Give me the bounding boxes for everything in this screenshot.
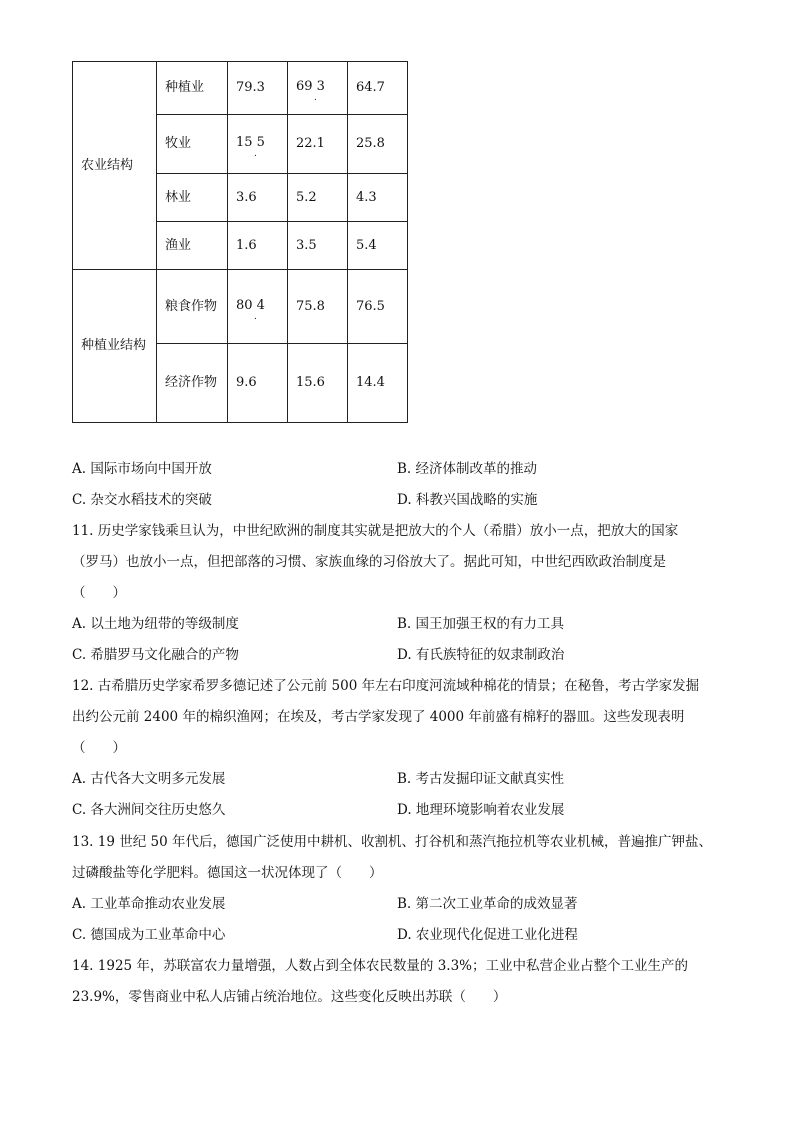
decimal-dot: . <box>314 93 317 103</box>
cell-value <box>228 115 288 174</box>
table-row <box>73 62 408 115</box>
q11-option-d[interactable]: D. 有氏族特征的奴隶制政治 <box>397 647 565 663</box>
cell-value: 79.3 <box>228 62 288 115</box>
q10-option-a[interactable]: A. 国际市场向中国开放 <box>72 461 212 477</box>
q11-option-c[interactable]: C. 希腊罗马文化融合的产物 <box>72 647 239 663</box>
cell-value: 22.1 <box>288 115 348 174</box>
q12-stem-line2: 出约公元前 2400 年的棉织渔网；在埃及，考古学家发现了 4000 年前盛有棉籽的器皿。这些发现表明 <box>72 709 685 725</box>
q13-option-c[interactable]: C. 德国成为工业革命中心 <box>72 927 226 943</box>
q11-stem-line1: 11. 历史学家钱乘旦认为，中世纪欧洲的制度其实就是把放大的个人（希腊）放小一点，把放大的国家 <box>72 523 679 539</box>
row-label: 牧业 <box>157 115 228 174</box>
q10-option-c[interactable]: C. 杂交水稻技术的突破 <box>72 492 212 508</box>
cell-value: 5.2 <box>288 174 348 222</box>
cell-value: 15.6 <box>288 344 348 423</box>
cell-value: 25.8 <box>348 115 408 174</box>
cell-value: 64.7 <box>348 62 408 115</box>
decimal-dot: . <box>254 149 257 159</box>
row-label: 粮食作物 <box>157 270 228 344</box>
cell-value: 3.5 <box>288 222 348 270</box>
cell-value: 3.6 <box>228 174 288 222</box>
row-label: 渔业 <box>157 222 228 270</box>
q10-option-b[interactable]: B. 经济体制改革的推动 <box>397 461 538 477</box>
cell-value: 4.3 <box>348 174 408 222</box>
q12-option-b[interactable]: B. 考古发掘印证文献真实性 <box>397 771 565 787</box>
group-label: 种植业结构 <box>73 270 157 423</box>
agriculture-structure-table <box>72 61 408 423</box>
q13-option-a[interactable]: A. 工业革命推动农业发展 <box>72 896 226 912</box>
q11-option-a[interactable]: A. 以土地为纽带的等级制度 <box>72 616 239 632</box>
cell-value: 14.4 <box>348 344 408 423</box>
cell-value-text: 15 5 <box>236 135 265 150</box>
q12-option-d[interactable]: D. 地理环境影响着农业发展 <box>397 802 565 818</box>
q12-stem-line1: 12. 古希腊历史学家希罗多德记述了公元前 500 年左右印度河流域种棉花的情景；在秘鲁，考古学家发掘 <box>72 678 700 694</box>
q11-option-b[interactable]: B. 国王加强王权的有力工具 <box>397 616 565 632</box>
q12-stem-line3: （ ） <box>72 740 126 756</box>
row-label: 种植业 <box>157 62 228 115</box>
q13-option-d[interactable]: D. 农业现代化促进工业化进程 <box>397 927 578 943</box>
cell-value: 75.8 <box>288 270 348 344</box>
q14-stem-line1: 14. 1925 年，苏联富农力量增强，人数占到全体农民数量的 3.3%；工业中私营企业占整个工业生产的 <box>72 958 688 974</box>
q12-option-a[interactable]: A. 古代各大文明多元发展 <box>72 771 226 787</box>
q11-stem-line3: （ ） <box>72 585 126 601</box>
cell-value: 76.5 <box>348 270 408 344</box>
q13-option-b[interactable]: B. 第二次工业革命的成效显著 <box>397 896 578 912</box>
row-label: 林业 <box>157 174 228 222</box>
cell-value <box>288 62 348 115</box>
cell-value: 1.6 <box>228 222 288 270</box>
q13-stem-line2: 过磷酸盐等化学肥料。德国这一状况体现了（ ） <box>72 865 383 881</box>
q10-option-d[interactable]: D. 科教兴国战略的实施 <box>397 492 538 508</box>
q11-stem-line2: （罗马）也放小一点，但把部落的习惯、家族血缘的习俗放大了。据此可知，中世纪西欧政治制度是 <box>72 554 666 570</box>
group-label: 农业结构 <box>73 62 157 270</box>
q14-stem-line2: 23.9%，零售商业中私人店铺占统治地位。这些变化反映出苏联（ ） <box>72 989 507 1005</box>
q12-option-c[interactable]: C. 各大洲间交往历史悠久 <box>72 802 226 818</box>
table-row <box>73 270 408 344</box>
cell-value-text: 69 3 <box>296 79 325 94</box>
cell-value <box>228 270 288 344</box>
q13-stem-line1: 13. 19 世纪 50 年代后，德国广泛使用中耕机、收割机、打谷机和蒸汽拖拉机等农业机械，普遍推广钾盐、 <box>72 834 712 850</box>
cell-value: 5.4 <box>348 222 408 270</box>
decimal-dot: . <box>254 311 257 322</box>
cell-value-text: 80 4 <box>236 297 265 313</box>
row-label: 经济作物 <box>157 344 228 423</box>
cell-value: 9.6 <box>228 344 288 423</box>
